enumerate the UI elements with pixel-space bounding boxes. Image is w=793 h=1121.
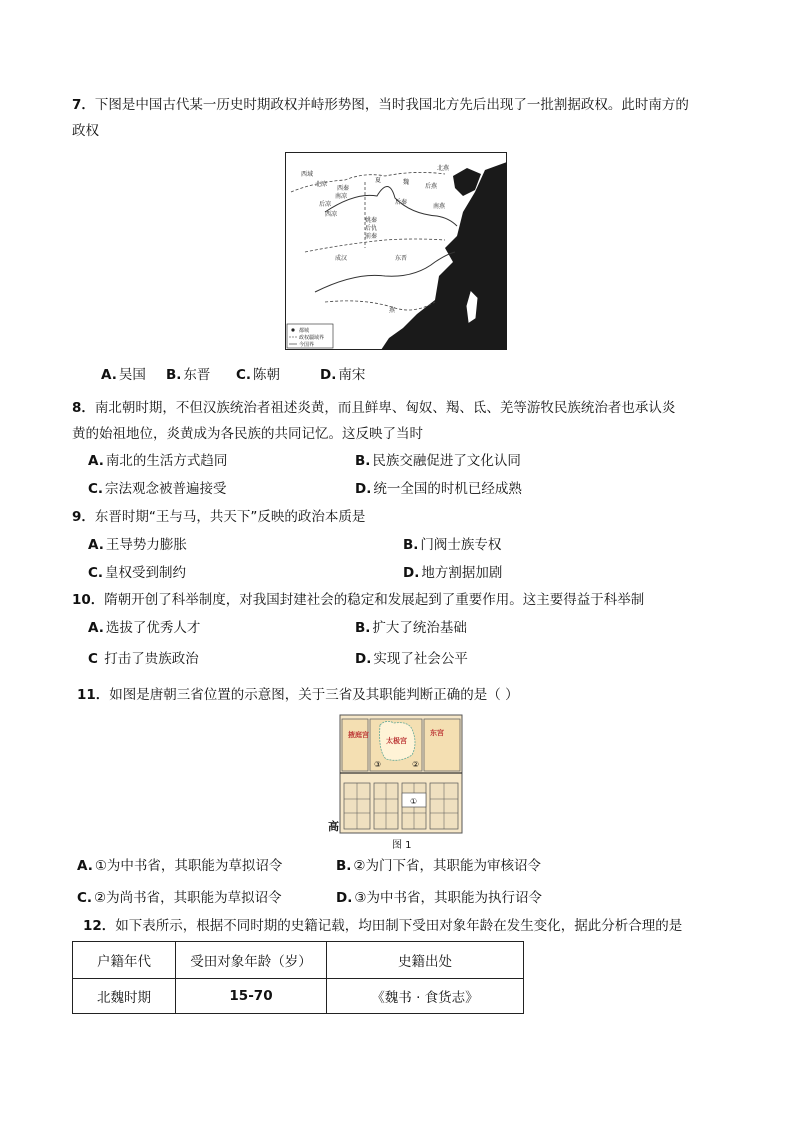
map-label: 西秦: [337, 185, 350, 192]
table-cell: 15-70: [176, 979, 327, 1014]
palace-label-left: 掖庭宫: [348, 731, 369, 739]
historical-map: [285, 152, 507, 350]
q9-stem: 9．东晋时期“王与马，共天下”反映的政治本质是: [72, 509, 366, 525]
palace-label-center: 太极宫: [386, 737, 407, 745]
map-label: 魏: [403, 179, 410, 186]
side-label: 高: [328, 820, 339, 833]
q7-option-b[interactable]: B. 东晋: [166, 367, 211, 383]
marker-1: ①: [410, 797, 418, 806]
table-row: [73, 979, 524, 1014]
marker-2: ②: [412, 760, 420, 769]
q8-stem: 8．南北朝时期，不但汉族统治者祖述炎黄，而且鲜卑、匈奴、羯、氐、羌等游牧民族统治者也承认炎: [72, 400, 676, 416]
table-cell: 《魏书 · 食货志》: [327, 979, 524, 1014]
q9-option-b[interactable]: B. 门阀士族专权: [403, 537, 502, 553]
q10-option-c[interactable]: C 打击了贵族政治: [88, 651, 199, 667]
map-figure: [285, 152, 507, 350]
q11-stem: 11．如图是唐朝三省位置的示意图，关于三省及其职能判断正确的是（ ）: [77, 687, 519, 703]
map-label: 后秦: [395, 199, 408, 206]
legend-item: 都城: [299, 328, 310, 334]
q10-stem: 10．隋朝开创了科举制度，对我国封建社会的稳定和发展起到了重要作用。这主要得益于科举制: [72, 592, 645, 608]
map-label: 后燕: [425, 183, 438, 190]
q7-stem-line2: 政权: [72, 123, 99, 139]
q8-option-a[interactable]: A. 南北的生活方式趋同: [88, 453, 228, 469]
q11-option-c[interactable]: C. ②为尚书省，其职能为草拟诏令: [77, 890, 282, 906]
q7-text-line1: 下图是中国古代某一历史时期政权并峙形势图，当时我国北方先后出现了一批割据政权。此时南方的: [94, 97, 689, 113]
q7-number: 7．: [72, 97, 95, 113]
map-label: 南凉: [335, 193, 348, 200]
map-label: 成汉: [335, 255, 348, 262]
map-label: 西凉: [325, 211, 338, 218]
map-label: 夏: [375, 177, 382, 184]
table-header-cell: 受田对象年龄（岁）: [176, 942, 327, 979]
q11-option-d[interactable]: D. ③为中书省，其职能为执行诏令: [336, 890, 542, 906]
legend-item: 今国界: [299, 342, 315, 348]
table-header-row: [73, 942, 524, 979]
q9-option-c[interactable]: C. 皇权受到制约: [88, 565, 187, 581]
palace-figure: [328, 713, 466, 848]
map-label: 后凉: [319, 201, 332, 208]
q10-option-d[interactable]: D. 实现了社会公平: [355, 651, 468, 667]
land-table: [72, 941, 524, 1014]
map-label: 前秦: [365, 233, 378, 240]
map-label: 南燕: [433, 203, 446, 210]
figure-caption: 图 1: [392, 840, 412, 851]
marker-3: ③: [374, 760, 382, 769]
map-label: 东晋: [395, 255, 408, 262]
map-label: 后仇: [365, 225, 378, 232]
palace-diagram: [328, 713, 466, 848]
q9-option-a[interactable]: A. 王导势力膨胀: [88, 537, 187, 553]
q7-option-a[interactable]: A. 吴国: [101, 367, 146, 383]
q8-option-c[interactable]: C. 宗法观念被普遍接受: [88, 481, 227, 497]
q8-option-b[interactable]: B. 民族交融促进了文化认同: [355, 453, 521, 469]
q10-option-b[interactable]: B. 扩大了统治基础: [355, 620, 467, 636]
q11-option-a[interactable]: A. ①为中书省，其职能为草拟诏令: [77, 858, 283, 874]
q9-option-d[interactable]: D. 地方割据加剧: [403, 565, 503, 581]
q12-stem: 12．如下表所示，根据不同时期的史籍记载，均田制下受田对象年龄在发生变化，据此分析合理的是: [83, 918, 683, 934]
table-cell: 北魏时期: [73, 979, 176, 1014]
map-label: 北燕: [437, 165, 450, 172]
q11-option-b[interactable]: B. ②为门下省，其职能为审核诏令: [336, 858, 542, 874]
map-label: 姚秦: [365, 217, 378, 224]
q8-number: 8．: [72, 400, 95, 416]
table-header-cell: 户籍年代: [73, 942, 176, 979]
legend-item: 政权疆域界: [299, 335, 325, 341]
q10-option-a[interactable]: A. 选拔了优秀人才: [88, 620, 201, 636]
q8-stem-line2: 黄的始祖地位，炎黄成为各民族的共同记忆。这反映了当时: [72, 426, 423, 442]
palace-label-right: 东宫: [430, 729, 444, 737]
q8-option-d[interactable]: D. 统一全国的时机已经成熟: [355, 481, 522, 497]
map-label: 北凉: [315, 181, 328, 188]
map-label: 燕: [389, 307, 396, 314]
q7-stem: [72, 95, 689, 115]
q7-option-c[interactable]: C. 陈朝: [236, 367, 281, 383]
table-header-cell: 史籍出处: [327, 942, 524, 979]
map-label: 西域: [301, 171, 314, 178]
q7-option-d[interactable]: D. 南宋: [320, 367, 366, 383]
